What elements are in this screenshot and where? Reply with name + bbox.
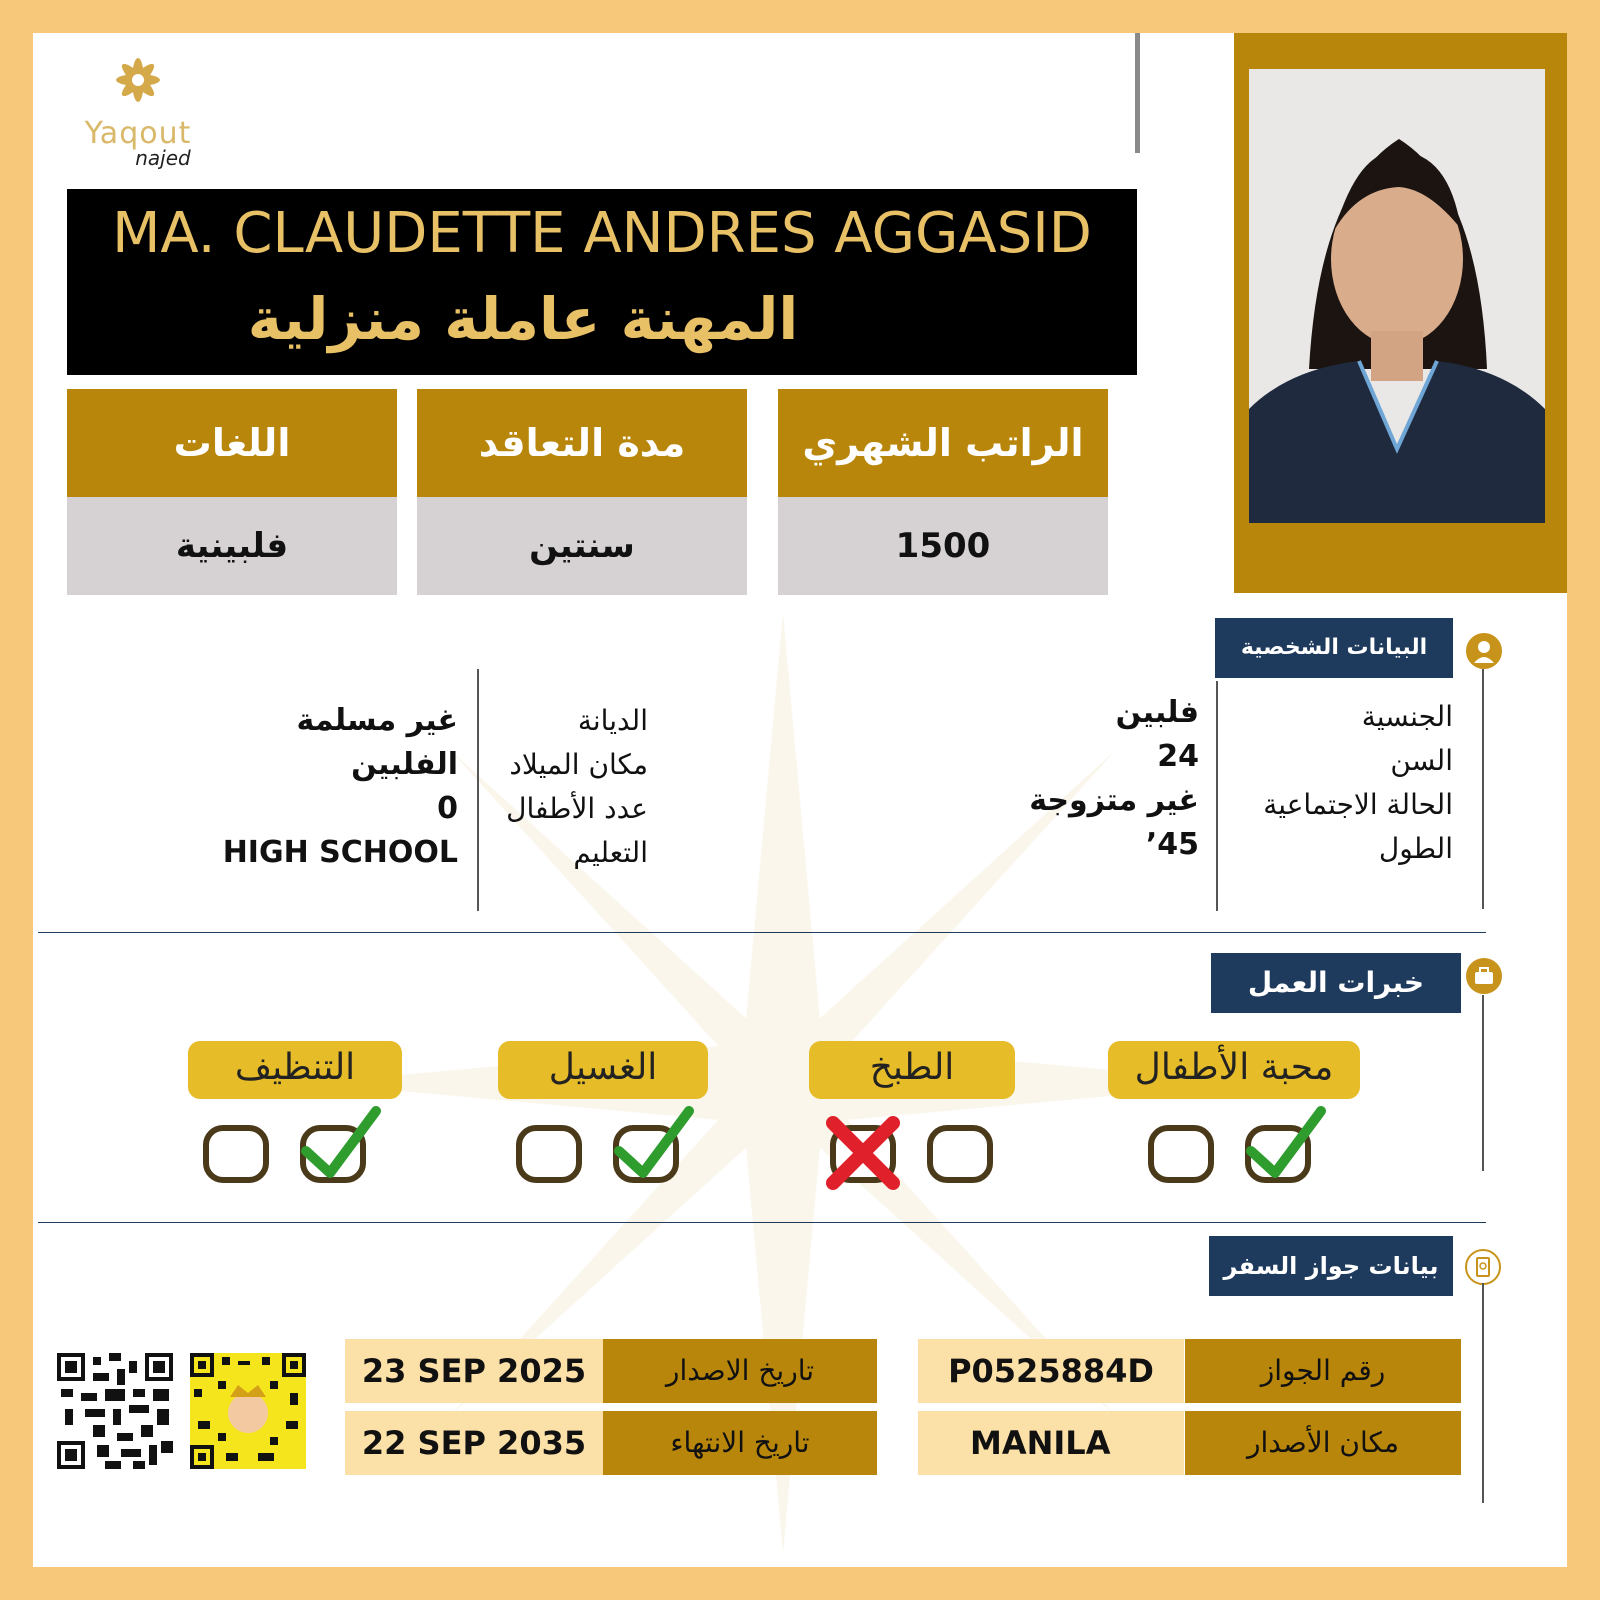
nationality-label: الجنسية bbox=[1361, 700, 1453, 733]
expiry-date-label: تاريخ الانتهاء bbox=[603, 1411, 877, 1475]
personal-right-labels bbox=[1223, 695, 1453, 871]
personal-right-values bbox=[933, 691, 1199, 867]
passport-icon bbox=[1465, 1249, 1501, 1285]
marital-status-label: الحالة الاجتماعية bbox=[1263, 788, 1453, 821]
skill-childcare-no-box bbox=[1148, 1125, 1214, 1183]
skill-cooking-label: الطبخ bbox=[809, 1041, 1015, 1099]
brand-name: Yaqout bbox=[84, 116, 192, 151]
education-value: HIGH SCHOOL bbox=[222, 835, 458, 870]
passport-tag: بيانات جواز السفر bbox=[1209, 1236, 1453, 1296]
profession: المهنة عاملة منزلية bbox=[247, 285, 799, 353]
experience-tag: خبرات العمل bbox=[1211, 953, 1461, 1013]
skill-cleaning-no-box bbox=[203, 1125, 269, 1183]
personal-col-divider-right bbox=[1216, 681, 1218, 911]
skill-cooking-yes-box bbox=[927, 1125, 993, 1183]
person-icon bbox=[1466, 633, 1502, 669]
snapchat-code-icon[interactable] bbox=[189, 1353, 307, 1469]
salary-box bbox=[778, 389, 1108, 595]
skill-childcare-label: محبة الأطفال bbox=[1108, 1041, 1360, 1099]
cv-card bbox=[33, 33, 1567, 1567]
nationality-value: فلبين bbox=[1115, 695, 1199, 730]
age-value: 24 bbox=[1157, 739, 1199, 774]
birthplace-value: الفلبين bbox=[351, 747, 458, 782]
briefcase-icon bbox=[1466, 958, 1502, 994]
brand-logo bbox=[63, 45, 213, 175]
section-divider-2 bbox=[38, 1222, 1486, 1223]
age-label: السن bbox=[1390, 744, 1453, 777]
brand-sub: najed bbox=[135, 146, 191, 170]
checkmark-icon bbox=[1243, 1103, 1327, 1183]
children-label: عدد الأطفال bbox=[506, 792, 648, 825]
skill-cleaning-label: التنظيف bbox=[188, 1041, 402, 1099]
religion-value: غير مسلمة bbox=[296, 703, 458, 738]
section-divider-1 bbox=[38, 932, 1486, 933]
languages-label: اللغات bbox=[67, 389, 397, 497]
passport-number-value: P0525884D bbox=[918, 1339, 1184, 1403]
person-portrait-icon bbox=[1249, 69, 1545, 523]
contract-label: مدة التعاقد bbox=[417, 389, 747, 497]
issue-date-label: تاريخ الاصدار bbox=[603, 1339, 877, 1403]
expiry-date-value: 22 SEP 2035 bbox=[345, 1411, 603, 1475]
contract-value: سنتين bbox=[417, 497, 747, 595]
marital-status-value: غير متزوجة bbox=[1029, 783, 1199, 818]
issue-place-label: مكان الأصدار bbox=[1185, 1411, 1461, 1475]
issue-date-value: 23 SEP 2025 bbox=[345, 1339, 603, 1403]
children-value: 0 bbox=[437, 791, 458, 826]
top-divider bbox=[1135, 33, 1140, 153]
cross-icon bbox=[823, 1113, 903, 1193]
height-value: 45’ bbox=[1145, 827, 1199, 862]
height-label: الطول bbox=[1378, 832, 1453, 865]
issue-place-value: MANILA bbox=[918, 1411, 1184, 1475]
languages-value: فلبينية bbox=[67, 497, 397, 595]
skill-washing-no-box bbox=[516, 1125, 582, 1183]
personal-left-labels bbox=[488, 699, 648, 875]
languages-box bbox=[67, 389, 397, 595]
religion-label: الديانة bbox=[577, 704, 648, 737]
passport-number-label: رقم الجواز bbox=[1185, 1339, 1461, 1403]
skill-washing-label: الغسيل bbox=[498, 1041, 708, 1099]
checkmark-icon bbox=[611, 1103, 695, 1183]
qr-code-icon[interactable] bbox=[57, 1353, 173, 1469]
worker-photo bbox=[1249, 69, 1545, 523]
passport-timeline bbox=[1482, 1283, 1484, 1503]
worker-name: MA. CLAUDETTE ANDRES AGGASID bbox=[112, 201, 1092, 266]
salary-label: الراتب الشهري bbox=[778, 389, 1108, 497]
birthplace-label: مكان الميلاد bbox=[509, 748, 648, 781]
personal-left-values bbox=[183, 699, 458, 875]
education-label: التعليم bbox=[573, 836, 648, 869]
personal-data-tag: البيانات الشخصية bbox=[1215, 618, 1453, 678]
salary-value: 1500 bbox=[778, 497, 1108, 595]
experience-timeline bbox=[1482, 995, 1484, 1171]
flower-icon bbox=[93, 45, 183, 115]
personal-timeline bbox=[1482, 669, 1484, 909]
personal-col-divider-left bbox=[477, 669, 479, 911]
contract-box bbox=[417, 389, 747, 595]
checkmark-icon bbox=[298, 1103, 382, 1183]
